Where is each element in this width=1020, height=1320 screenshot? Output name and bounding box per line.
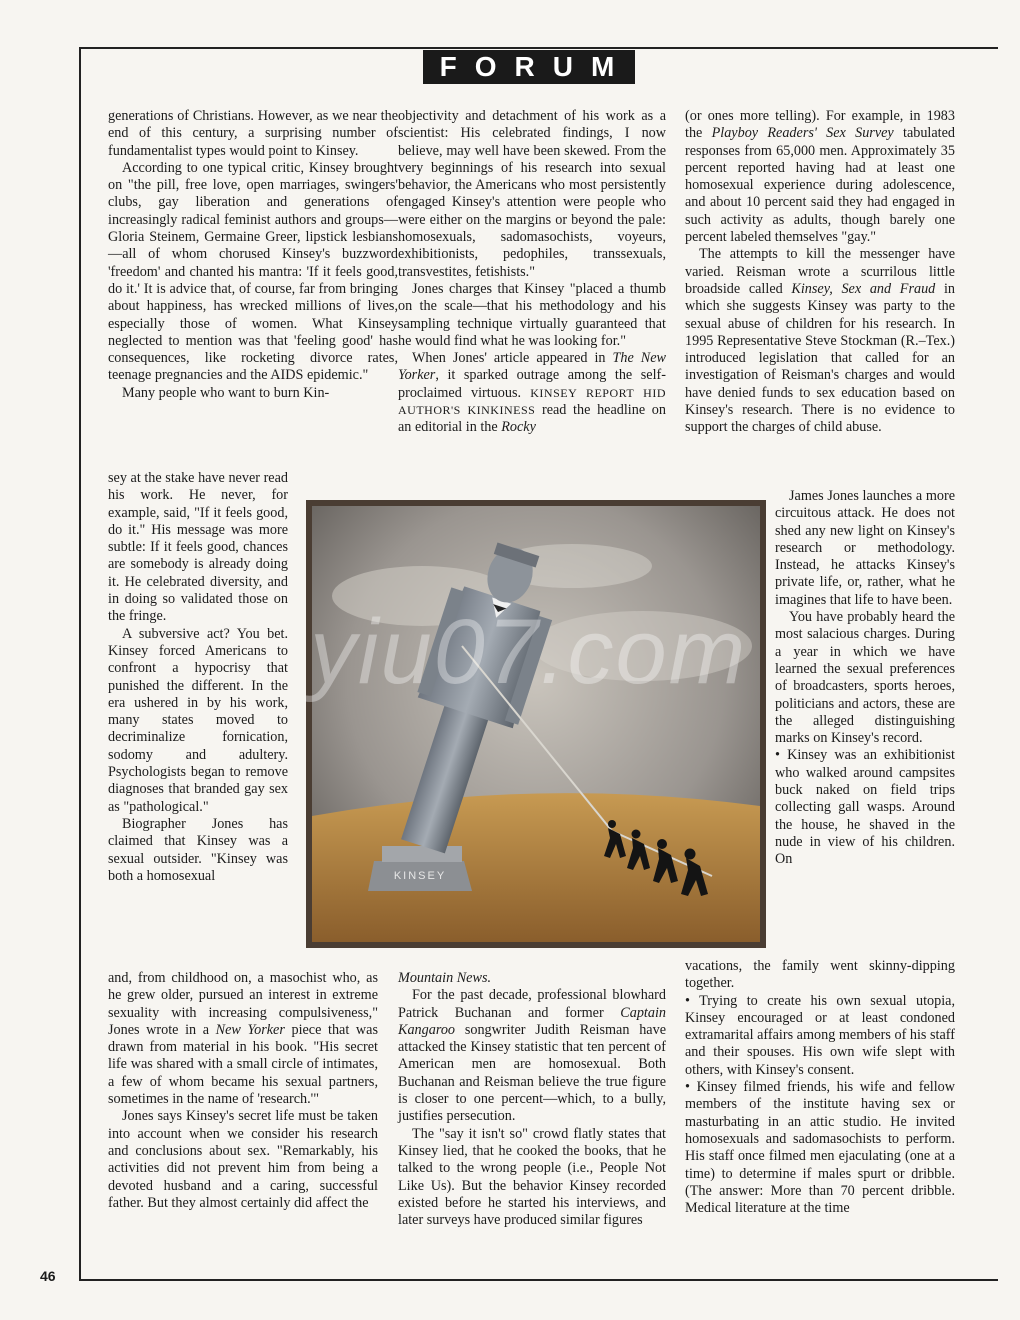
column-1-bottom — [108, 970, 378, 1212]
pedestal-label: KINSEY — [393, 870, 447, 882]
paragraph — [685, 246, 955, 436]
text-run: When Jones' article appeared in — [412, 350, 613, 367]
man-head — [685, 849, 696, 860]
column-1-wrap — [108, 470, 288, 885]
paragraph: James Jones launches a more circuitous attack. He does not shed any new light on Kinsey's research or methodology. Instead, he attacks Kinsey's private life, or, rather, what he imagines that life to have been. — [775, 488, 955, 608]
text-run: , it sparked outrage among the self-proclaimed virtuous. — [398, 367, 666, 401]
man-head — [657, 839, 667, 849]
text-run: tabulated responses from 65,000 men. Approximately 35 percent reported having had at least one homosexual experience during adolescence, and about 10 percent said they had engaged in such activity as adults, though barely one percent labeled themselves "gay." — [685, 125, 956, 246]
bullet-paragraph: • Trying to create his own sexual utopia, Kinsey encouraged or at least condoned extramarital affairs among members of his staff and their spouses. His own wife slept with others, with Kinsey's consent. — [685, 992, 955, 1078]
text-run: For the past decade, professional blowhard Patrick Buchanan and former — [398, 987, 666, 1021]
text-run: piece that was drawn from material in his book. "His secret life was shared with a small circle of intimates, a few of whom became his sexual partners, sometimes in the name of 'research.'" — [108, 1021, 378, 1108]
pedestal-top — [382, 846, 462, 862]
paragraph: You have probably heard the most salacious charges. During a year in which we have learned the sexual preferences of broadcasters, sports heroes, politicians and actors, these are the alleged distinguishing marks on Kinsey's record. — [775, 609, 955, 747]
paragraph: A subversive act? You bet. Kinsey forced Americans to confront a hypocrisy that punished the different. In the era ushered in by his work, many states moved to decriminalize fornication, sodomy and adultery. Psychologists began to remove diagnoses that branded gay sex as "pathological." — [108, 625, 288, 815]
column-3 — [685, 108, 955, 437]
section-tag: FORUM — [423, 50, 635, 84]
page-frame-left — [79, 47, 81, 1280]
text-run: and, from childhood on, a masochist who, as he grew older, pursued an interest in extreme sexuality with increasing compulsiveness," Jones wrote in a — [108, 970, 378, 1038]
text-run: The attempts to kill the messenger have varied. Reisman wrote a scurrilous little broadside called — [685, 246, 955, 297]
paragraph: Jones says Kinsey's secret life must be taken into account when we consider his research and conclusions about sex. "Remarkably, his activities did not prevent him from being a devoted husband and a caring, successful father. But they almost certainly did affect the — [108, 1108, 378, 1211]
text-run: read the headline on an editorial in the — [398, 402, 666, 436]
paragraph — [108, 970, 378, 1108]
column-3-wrap — [775, 488, 955, 869]
bullet-paragraph: • Kinsey filmed friends, his wife and fellow members of the institute having sex or masturbating in an attic studio. He invited homosexuals and sadomasochists to perform. His staff once filmed men ejaculating (one at a time) to determine if males spurt or dribble. (The answer: More than 70 percent dribble. Medical literature at the time — [685, 1079, 955, 1217]
paragraph: Many people who want to burn Kin- — [122, 384, 330, 401]
man-head — [608, 820, 616, 828]
paragraph: Biographer Jones has claimed that Kinsey was a sexual outsider. "Kinsey was both a homosexual — [108, 815, 288, 884]
italic-run: Kinsey, Sex and Fraud — [791, 280, 936, 297]
statue-illustration — [312, 506, 760, 942]
paragraph — [398, 350, 666, 436]
paragraph — [398, 970, 666, 987]
bullet-paragraph: • Kinsey was an exhibitionist who walked around campsites buck naked on field trips collecting gall wasps. Around the house, he shaved in the nude in view of his children. On — [775, 747, 955, 868]
text-run: songwriter Judith Reisman have attacked the Kinsey statistic that ten percent of American men are homosexual. Both Buchanan and Reisman believe the true figure is closer to one percent—which, to a bully, justifies persecution. — [398, 1021, 666, 1125]
text-run: in which she suggests Kinsey was party to the sexual abuse of children for his research. In 1995 Representative Steve Stockman (R.–Tex.) introduced legislation that called for an investigation of Reisman's charges and would have denied funds to sex education based on Kinsey's research. There is no evidence to support the charges of child abuse. — [685, 280, 955, 436]
paragraph: Jones charges that Kinsey "placed a thumb on the scale—that his methodology and his sampling technique virtually guaranteed that he would find what he was looking for." — [398, 280, 666, 349]
column-1 — [108, 108, 398, 402]
paragraph — [685, 108, 955, 246]
paragraph: The "say it isn't so" crowd flatly states that Kinsey lied, that he cooked the books, that he talked to the wrong people (i.e., People Not Like Us). But the behavior Kinsey recorded existed before he started his interviews, and later surveys have produced similar figures — [398, 1125, 666, 1229]
headline-quote: KINSEY REPORT HID AUTHOR'S KINKINESS — [398, 385, 666, 418]
text-run: (or ones more telling). For example, in 1983 the — [685, 108, 955, 142]
watermark: yiu07.com — [310, 601, 748, 703]
italic-run: The New Yorker — [398, 350, 666, 384]
paragraph — [398, 987, 666, 1125]
italic-run: Mountain News. — [398, 970, 492, 986]
paragraph: sey at the stake have never read his work. He never, for example, said, "If it feels good, do it." His message was more subtle: If it feels good, chances are somebody is already doing it. He celebrated diversity, and in doing so validated those on the fringe. — [108, 470, 288, 625]
page-frame-bottom — [79, 1279, 998, 1281]
paragraph: vacations, the family went skinny-dipping together. — [685, 958, 955, 992]
column-2 — [398, 108, 666, 437]
illustration — [306, 500, 766, 948]
man-head — [632, 830, 641, 839]
italic-run: Playboy Readers' Sex Survey — [711, 125, 894, 142]
column-2-bottom — [398, 970, 666, 1229]
italic-run: Captain Kangaroo — [398, 1004, 666, 1038]
italic-run: Rocky — [501, 419, 536, 436]
column-3-bottom — [685, 958, 955, 1217]
page-number: 46 — [40, 1268, 56, 1284]
page-frame-top — [80, 47, 998, 49]
paragraph: objectivity and detachment of his work as a scientist: His celebrated findings, I now believe, may well have been skewed. From the very beginnings of his research into sexual behavior, the Americans who most persistently engaged Kinsey's attention were people who were either on the margins or beyond the pale: homosexuals, sadomasochists, voyeurs, exhibitionists, pedophiles, transsexuals, transvestites, fetishists." — [398, 108, 666, 280]
italic-run: New Yorker — [215, 1021, 285, 1038]
paragraph: According to one typical critic, Kinsey brought on "the pill, free love, open marriages, swingers' clubs, gay liberation and generations of increasingly radical feminist authors and groups—Gloria Steinem, Germaine Greer, lipstick lesbians—all of whom chorused Kinsey's buzzword 'freedom' and chanted his mantra: 'If it feels good, do it.' It is advice that, of course, far from bringing about happiness, has wrecked millions of lives, especially those of women. What Kinsey neglected to mention was that 'feeling good' has consequences, like rocketing divorce rates, teenage pregnancies and the AIDS epidemic." — [108, 159, 398, 384]
paragraph: generations of Christians. However, as we near the end of this century, a surprising number of fundamentalist types would point to Kinsey. — [108, 108, 398, 159]
cloud — [532, 611, 752, 681]
